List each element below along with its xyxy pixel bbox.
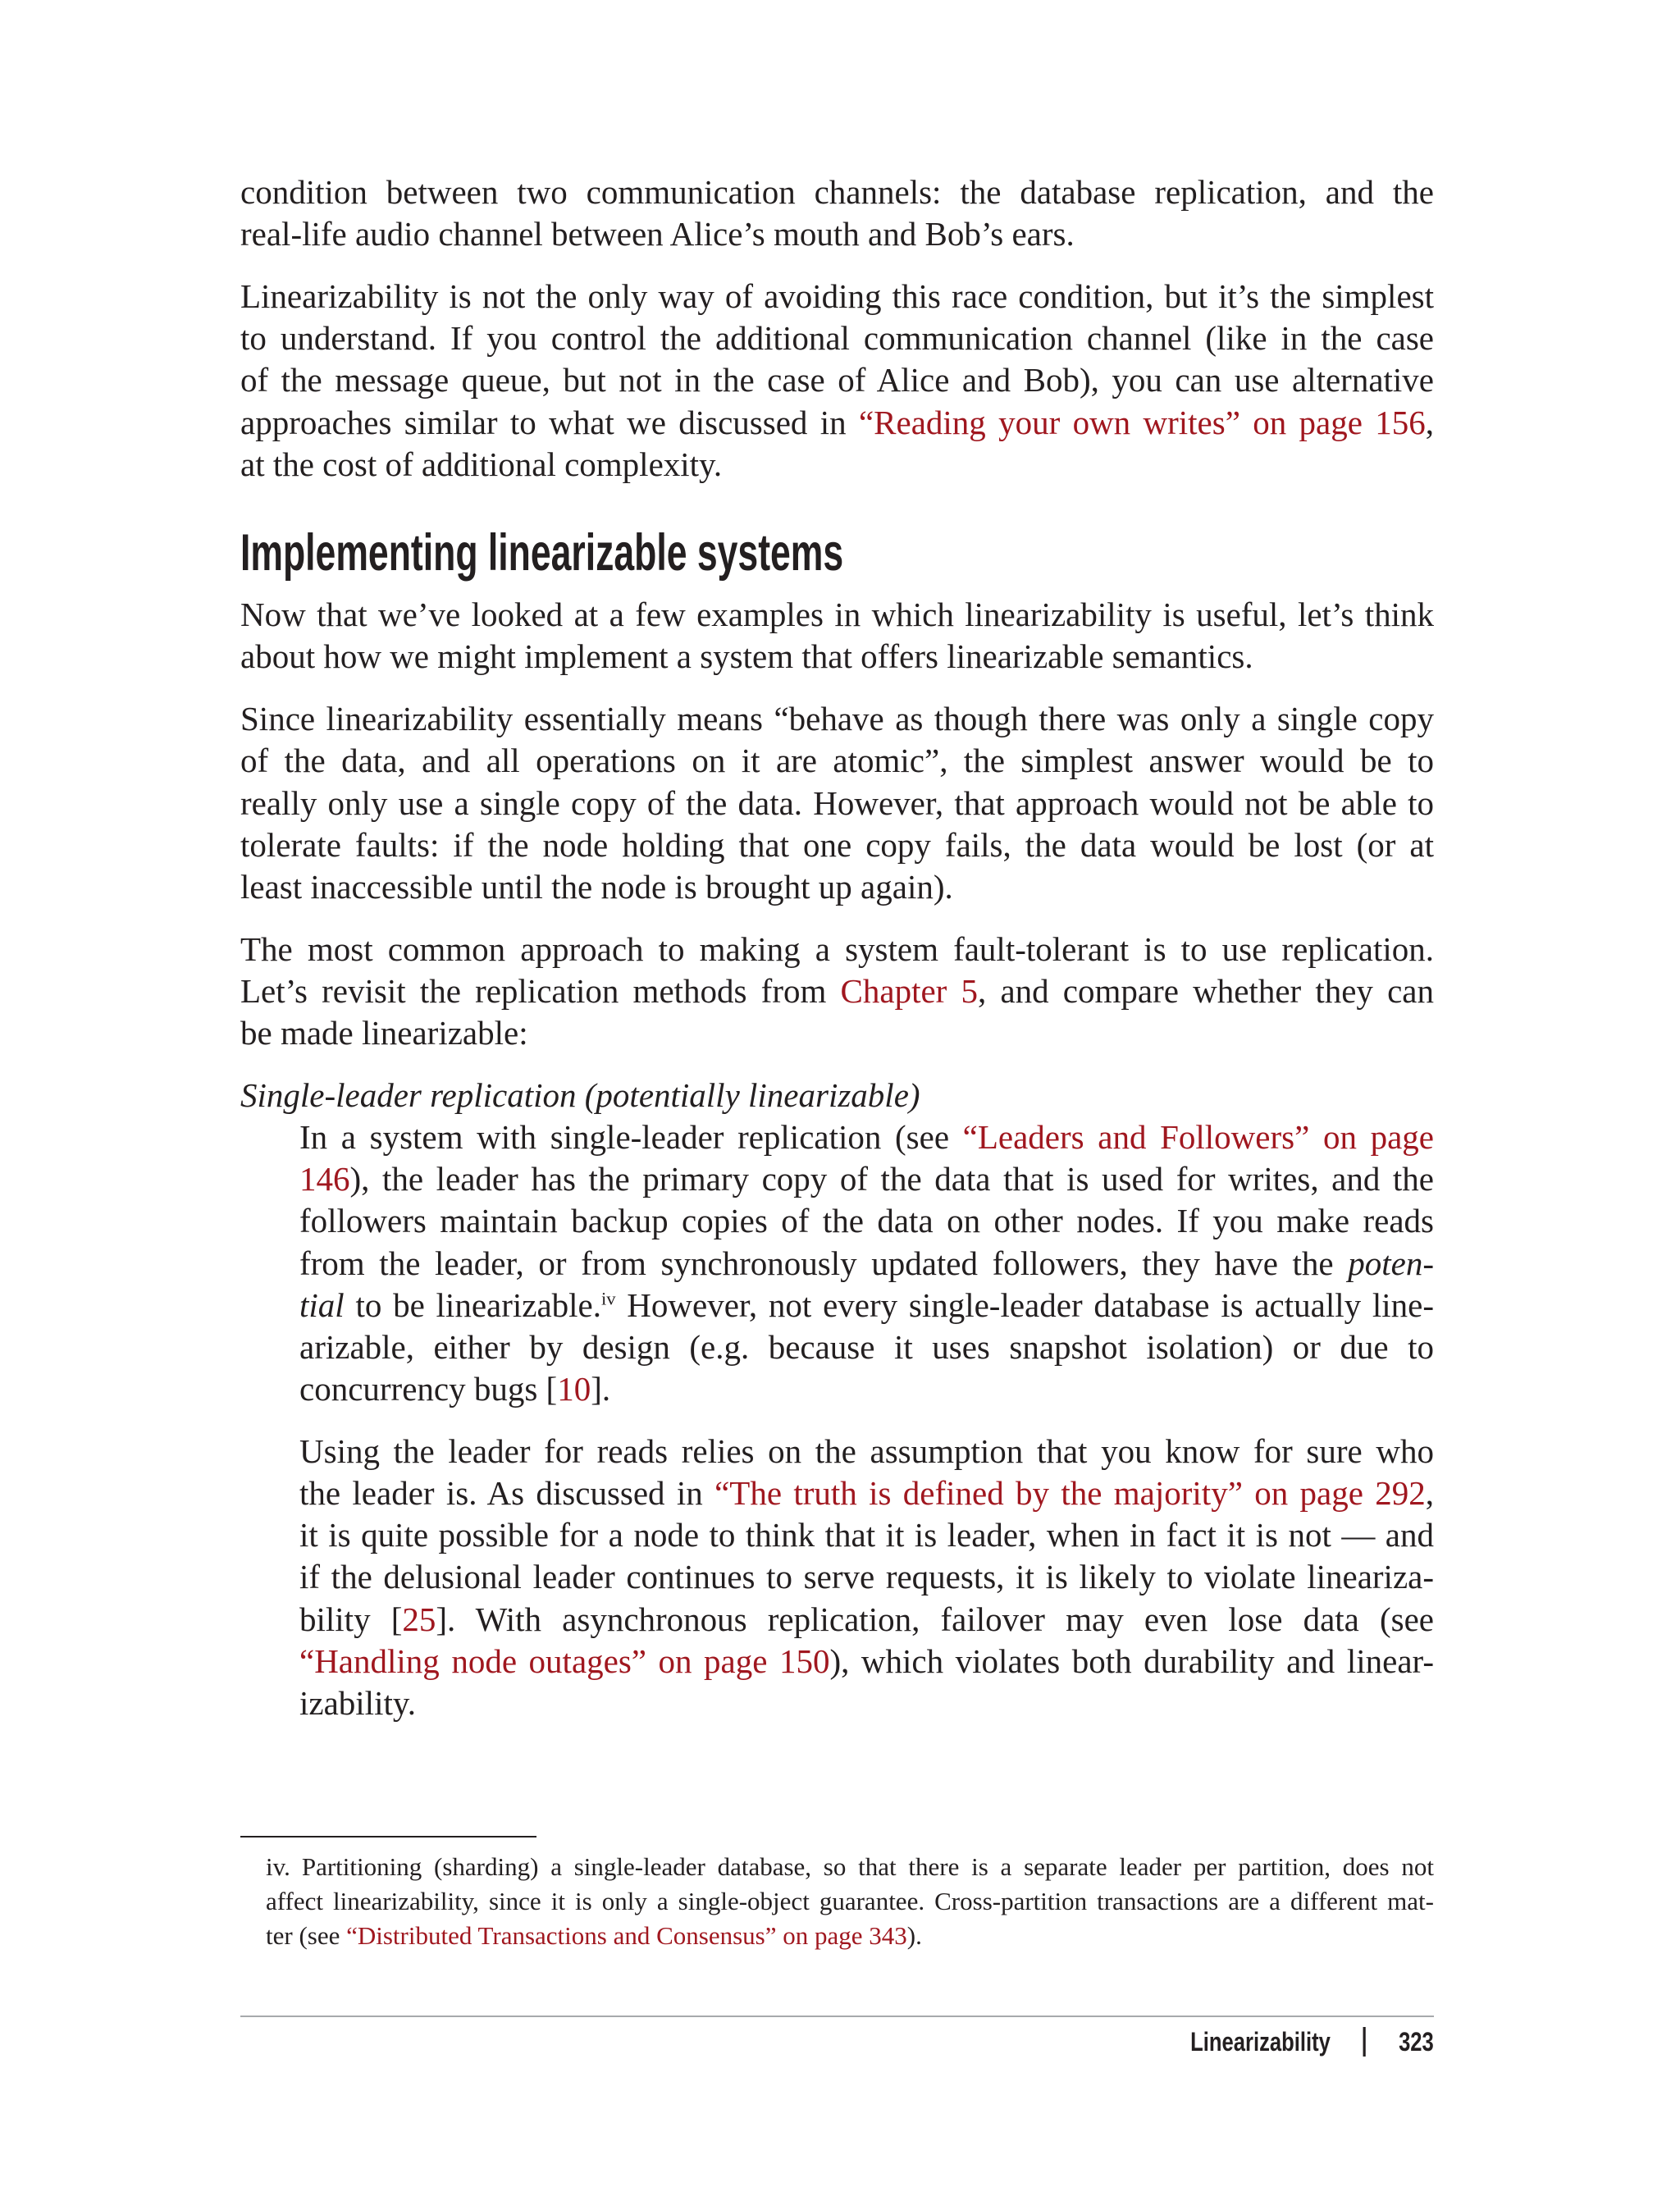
- page-body: [240, 171, 1434, 1724]
- text-line: if the delusional leader continues to serve requests, it is likely to violate lineariza-: [299, 1558, 1434, 1596]
- text-line: condition between two communication channels: the database replication, and the: [240, 173, 1434, 211]
- link-leaders-and-followers[interactable]: 146: [299, 1160, 350, 1198]
- link-handling-node-outages[interactable]: “Handling node outages” on page 150: [299, 1641, 830, 1680]
- text-line: [240, 970, 1434, 1012]
- page-footer: [1190, 2025, 1434, 2058]
- text-line: [299, 1368, 1434, 1410]
- text-line: [299, 1599, 1434, 1641]
- text-line: about how we might implement a system that offers linearizable semantics.: [240, 637, 1253, 676]
- footnote-marker: iv.: [266, 1852, 290, 1881]
- text-run: However, not every single-leader database is actually line-: [615, 1285, 1434, 1324]
- text-line: be made linearizable:: [240, 1014, 528, 1052]
- text-line: it is quite possible for a node to think that it is leader, when in fact it is not — and: [299, 1516, 1434, 1554]
- text-line: to understand. If you control the additional communication channel (like in the case: [240, 319, 1434, 358]
- text-run: approaches similar to what we discussed in: [240, 403, 859, 441]
- footnote-divider: [240, 1836, 536, 1838]
- definition-paragraph: [299, 1431, 1434, 1724]
- text-line: Using the leader for reads relies on the assumption that you know for sure who: [299, 1431, 1434, 1470]
- paragraph: [240, 594, 1434, 678]
- text-line: [299, 1641, 1434, 1682]
- link-reading-your-own-writes[interactable]: “Reading your own writes” on page 156: [858, 403, 1426, 441]
- footnote-line: affect linearizability, since it is only a single-object guarantee. Cross-partition transactions are a different mat-: [266, 1887, 1434, 1915]
- text-run: ]. With asynchronous replication, failover may even lose data (see: [436, 1600, 1435, 1638]
- text-run: , and compare whether they can: [978, 971, 1435, 1010]
- footnote-reference[interactable]: iv: [601, 1288, 616, 1309]
- link-truth-defined-by-majority[interactable]: “The truth is defined by the majority” on page 292: [714, 1474, 1426, 1513]
- text-run: Partitioning (sharding) a single-leader database, so that there is a separate leader per partition, does not: [301, 1852, 1434, 1881]
- page-number: 323: [1399, 2027, 1434, 2057]
- text-line: Now that we’ve looked at a few examples in which linearizability is useful, let’s think: [240, 596, 1434, 634]
- emphasis-text: poten-: [1348, 1244, 1434, 1282]
- text-run: Let’s revisit the replication methods from: [240, 971, 841, 1010]
- link-distributed-transactions[interactable]: “Distributed Transactions and Consensus” on page 343: [346, 1921, 907, 1950]
- text-line: really only use a single copy of the data. However, that approach would not be able to: [240, 783, 1434, 822]
- text-line: least inaccessible until the node is brought up again).: [240, 867, 953, 906]
- text-run: to be linearizable.: [344, 1285, 601, 1324]
- text-run: In a system with single-leader replication (see: [299, 1117, 963, 1156]
- text-run: concurrency bugs [: [299, 1370, 558, 1408]
- running-title: Linearizability: [1190, 2027, 1331, 2057]
- text-line: of the data, and all operations on it are atomic”, the simplest answer would be to: [240, 742, 1434, 780]
- definition-paragraph: [299, 1116, 1434, 1410]
- footnote-line: [266, 1919, 1434, 1953]
- text-run: from the leader, or from synchronously updated followers, they have the: [299, 1244, 1349, 1282]
- text-line: [299, 1472, 1434, 1514]
- section-heading: [240, 524, 1434, 582]
- text-line: [240, 402, 1434, 444]
- text-run: ter (see: [266, 1921, 347, 1950]
- emphasis-text: tial: [299, 1285, 345, 1324]
- citation-link-10[interactable]: 10: [557, 1370, 591, 1408]
- text-line: Since linearizability essentially means “behave as though there was only a single copy: [240, 700, 1434, 738]
- footnote: [266, 1850, 1434, 1953]
- link-leaders-and-followers[interactable]: “Leaders and Followers” on page: [962, 1117, 1434, 1156]
- text-line: [299, 1243, 1434, 1285]
- text-line: arizable, either by design (e.g. because it uses snapshot isolation) or due to: [299, 1327, 1434, 1366]
- text-line: [299, 1285, 1434, 1326]
- definition-term: [240, 1075, 1434, 1116]
- text-line: [299, 1158, 1434, 1200]
- paragraph: [240, 698, 1434, 908]
- text-run: ,: [1425, 1474, 1435, 1513]
- text-line: of the message queue, but not in the case of Alice and Bob), you can use alternative: [240, 361, 1434, 399]
- text-line: The most common approach to making a system fault-tolerant is to use replication.: [240, 929, 1434, 968]
- definition-term-text: Single-leader replication (potentially linearizable): [240, 1075, 920, 1114]
- text-line: real-life audio channel between Alice’s mouth and Bob’s ears.: [240, 215, 1075, 253]
- section-heading-text: Implementing linearizable systems: [240, 523, 844, 582]
- text-run: ].: [591, 1370, 611, 1408]
- text-line: followers maintain backup copies of the data on other nodes. If you make reads: [299, 1202, 1434, 1240]
- footer-divider: [240, 2016, 1434, 2017]
- text-line: Linearizability is not the only way of avoiding this race condition, but it’s the simplest: [240, 276, 1434, 315]
- text-line: izability.: [299, 1684, 416, 1723]
- text-run: ), which violates both durability and linear-: [829, 1641, 1434, 1680]
- text-run: ,: [1425, 403, 1434, 441]
- text-line: tolerate faults: if the node holding that one copy fails, the data would be lost (or at: [240, 825, 1434, 864]
- text-run: bility [: [299, 1600, 403, 1638]
- link-chapter-5[interactable]: Chapter 5: [840, 971, 979, 1010]
- footnote-line: [266, 1850, 1434, 1884]
- text-run: ).: [906, 1921, 922, 1950]
- paragraph-continued: [240, 171, 1434, 255]
- text-run: the leader is. As discussed in: [299, 1474, 715, 1513]
- paragraph: [240, 929, 1434, 1055]
- footer-separator: [1363, 2027, 1366, 2057]
- text-line: at the cost of additional complexity.: [240, 445, 723, 483]
- citation-link-25[interactable]: 25: [402, 1600, 436, 1638]
- text-line: [299, 1116, 1434, 1158]
- paragraph: [240, 276, 1434, 486]
- text-run: ), the leader has the primary copy of the data that is used for writes, and the: [349, 1160, 1434, 1198]
